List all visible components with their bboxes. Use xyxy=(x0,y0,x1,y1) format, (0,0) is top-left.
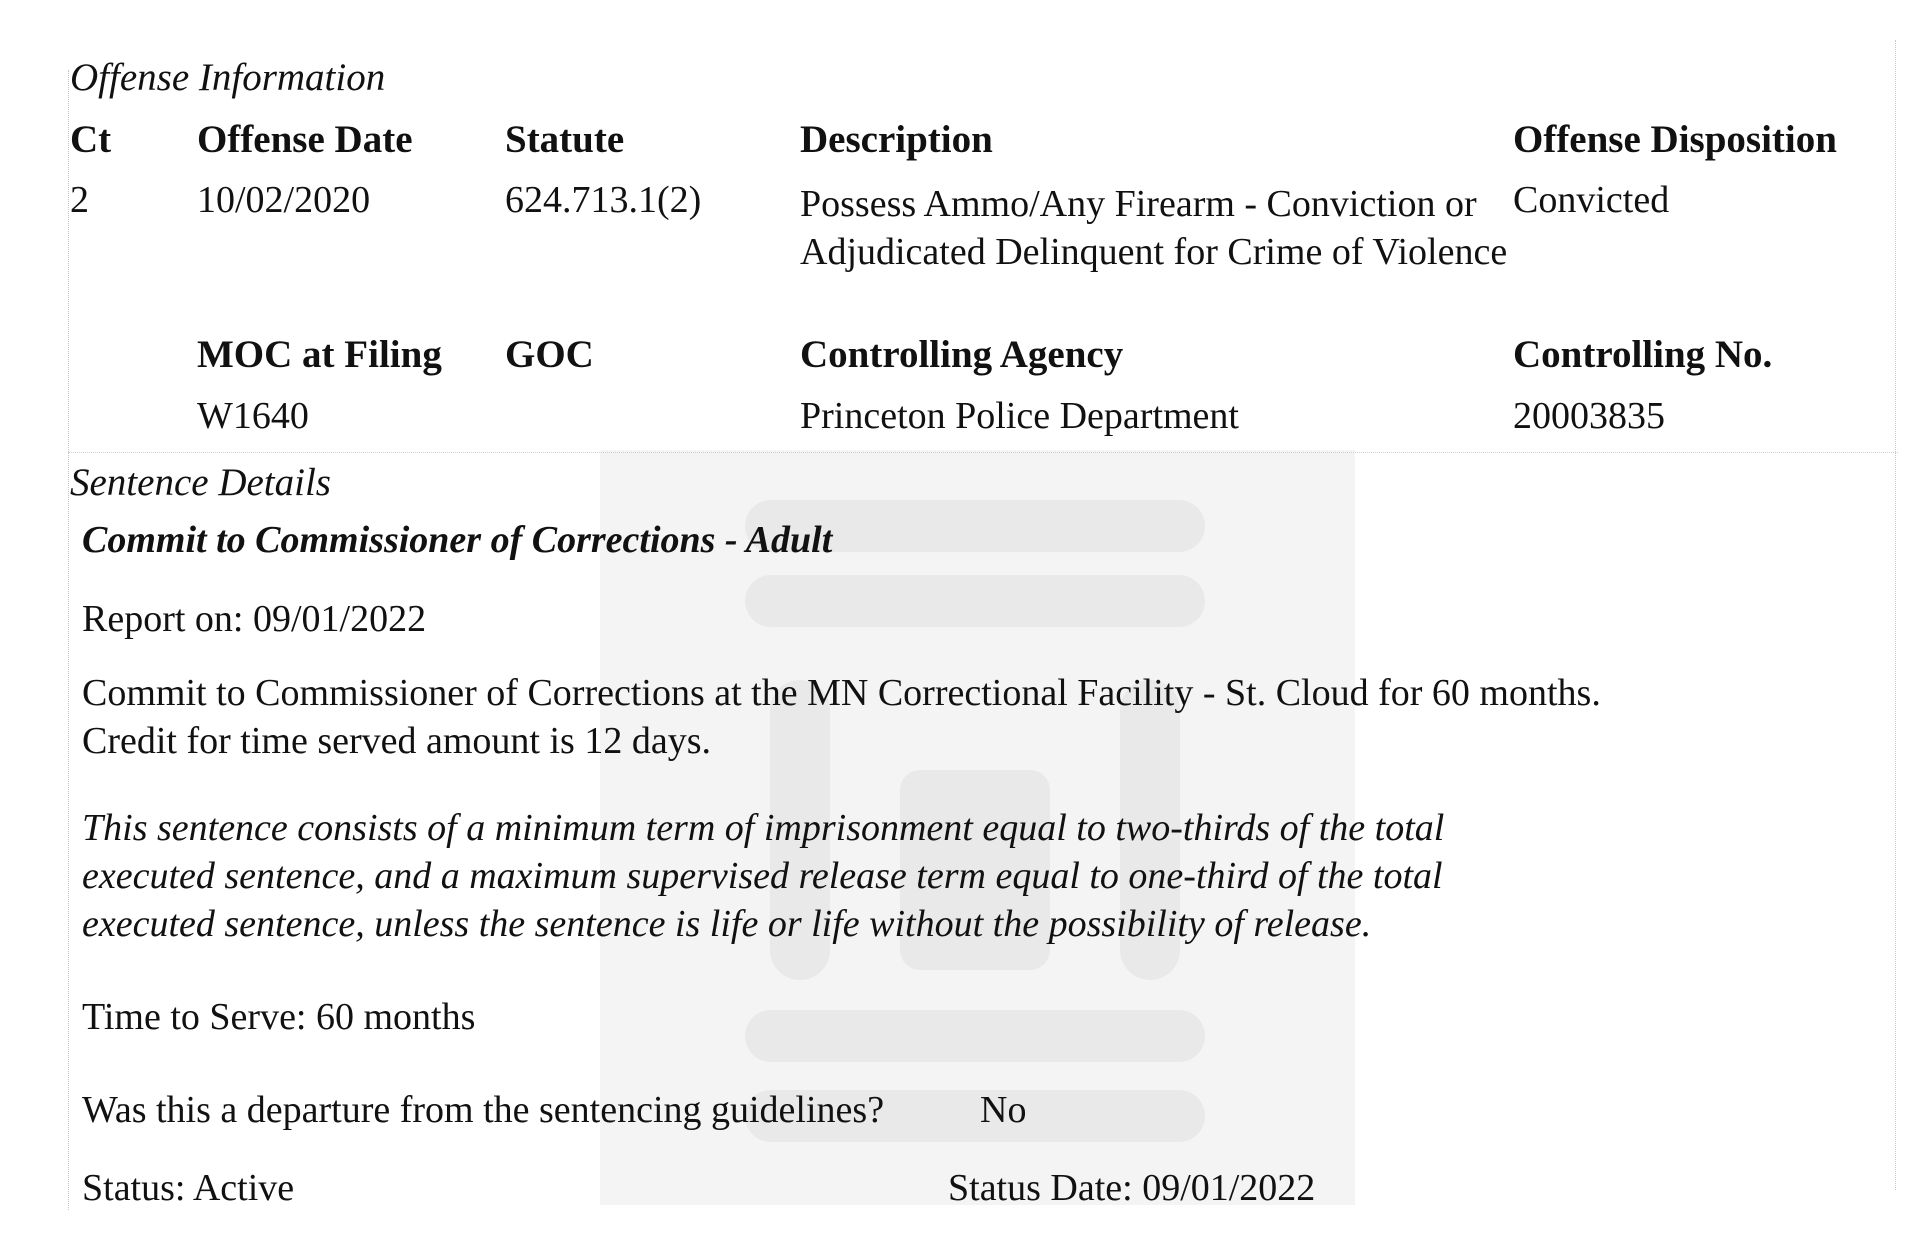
offense-section-title: Offense Information xyxy=(70,56,386,99)
sentence-note-line-2: executed sentence, and a maximum supervised release term equal to one-third of the total xyxy=(82,855,1443,897)
time-to-serve: Time to Serve: 60 months xyxy=(82,996,476,1038)
header-statute: Statute xyxy=(505,118,625,161)
cell-statute: 624.713.1(2) xyxy=(505,179,702,221)
header-moc-at-filing: MOC at Filing xyxy=(197,333,442,376)
cell-description: Possess Ammo/Any Firearm - Conviction or Adjudicated Delinquent for Crime of Violence xyxy=(800,183,1508,273)
status-date: Status Date: 09/01/2022 xyxy=(948,1167,1316,1209)
header-description: Description xyxy=(800,118,993,161)
sentence-section-title: Sentence Details xyxy=(70,461,331,504)
sentence-note-line-3: executed sentence, unless the sentence is life or life without the possibility of release. xyxy=(82,903,1372,945)
sentence-note-line-1: This sentence consists of a minimum term of imprisonment equal to two-thirds of the total xyxy=(82,807,1445,849)
header-goc: GOC xyxy=(505,333,594,376)
cell-ct: 2 xyxy=(70,179,89,221)
cell-offense-disposition: Convicted xyxy=(1513,179,1670,221)
cell-controlling-no: 20003835 xyxy=(1513,395,1665,437)
departure-question: Was this a departure from the sentencing guidelines? xyxy=(82,1089,885,1131)
sentence-type: Commit to Commissioner of Corrections - Adult xyxy=(82,519,833,561)
header-ct: Ct xyxy=(70,118,112,161)
header-controlling-no: Controlling No. xyxy=(1513,333,1773,376)
cell-controlling-agency: Princeton Police Department xyxy=(800,395,1239,437)
departure-answer: No xyxy=(980,1089,1027,1131)
header-controlling-agency: Controlling Agency xyxy=(800,333,1124,376)
report-on: Report on: 09/01/2022 xyxy=(82,598,427,640)
header-offense-date: Offense Date xyxy=(197,118,413,161)
cell-offense-date: 10/02/2020 xyxy=(197,179,371,221)
commit-line-2: Credit for time served amount is 12 days. xyxy=(82,720,711,762)
commit-line-1: Commit to Commissioner of Corrections at the MN Correctional Facility - St. Cloud for 60 months. xyxy=(82,672,1601,714)
cell-moc-at-filing: W1640 xyxy=(197,395,309,437)
status: Status: Active xyxy=(82,1167,295,1209)
header-offense-disposition: Offense Disposition xyxy=(1513,118,1837,161)
